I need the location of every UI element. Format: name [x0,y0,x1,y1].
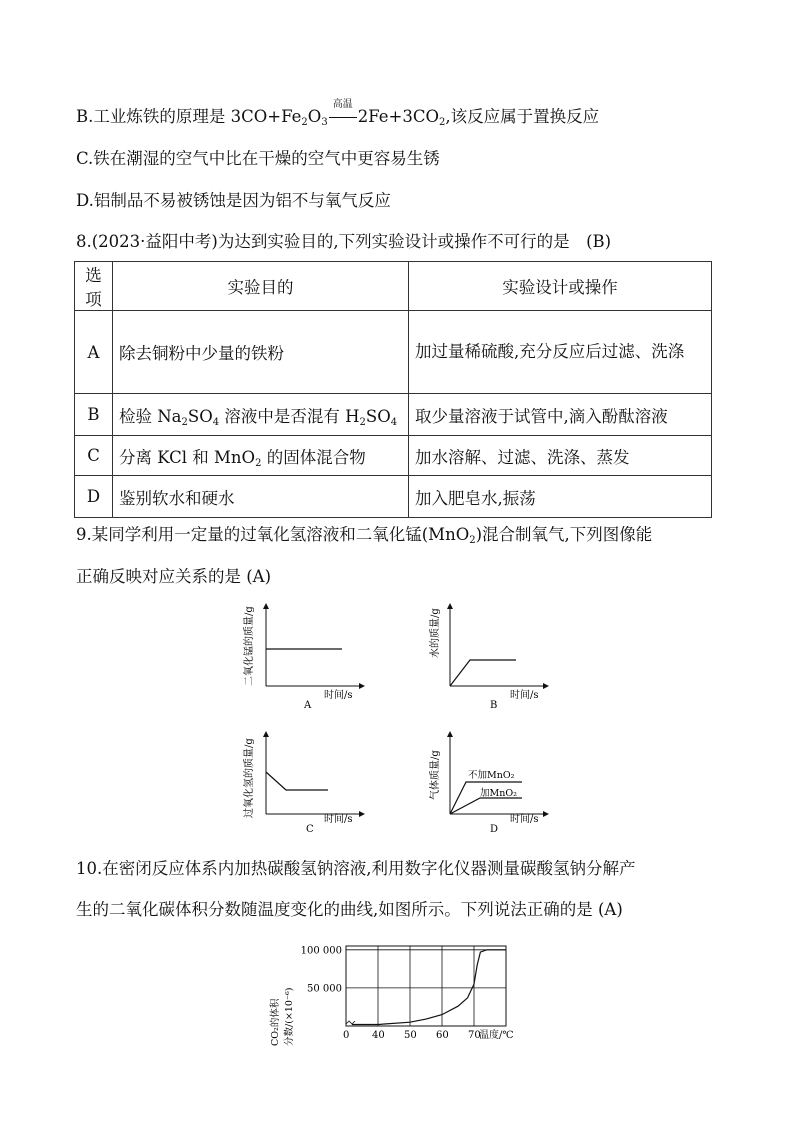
graph-d [424,726,554,842]
series-label: 不加MnO₂ [468,770,515,781]
graph-a [240,598,370,714]
x-axis-label: 温度/℃ [479,1030,514,1041]
graph-b [424,598,554,714]
op-cell: 加水溶解、过滤、洗涤、蒸发 [409,436,712,476]
question-9-line2: 正确反映对应关系的是 (A) [76,567,272,586]
ticks [301,945,481,1041]
goal-cell [113,436,409,476]
plot-frame [346,946,506,1026]
y-tick-label: 50 000 [307,983,342,995]
subscript: 4 [212,416,220,428]
x-tick-label: 50 [404,1030,417,1041]
goal-text: 分离 KCl 和 MnO [119,447,256,467]
condition-label: 高温 [332,99,353,110]
x-axis-label: 时间/s [510,814,539,825]
q9-text: 9.某同学利用一定量的过氧化氢溶液和二氧化锰(MnO [76,525,470,544]
subscript: 2 [301,117,308,128]
table-header-row [75,262,712,311]
goal-text: SO [187,406,213,426]
co2-chart [268,938,528,1050]
subscript: 3 [321,117,328,128]
y-axis-label: 二氧化锰的质量/g [244,606,255,686]
op-text: 加过量稀硫酸,充分反应后过滤、洗涤 [415,342,685,361]
q9-text: )混合制氧气,下列图像能 [475,525,653,544]
graph-line [266,772,328,790]
experiment-table [74,261,712,518]
table-row [75,394,712,436]
graph-caption: B [490,700,498,710]
y-axis-label: 气体质量/g [430,750,441,800]
subscript: 2 [469,535,476,546]
question-10-line1: 10.在密闭反应体系内加热碳酸氢钠溶液,利用数字化仪器测量碳酸氢钠分解产 [76,859,636,878]
graph-c [240,726,370,842]
option-b-text: O [307,107,322,126]
question-9-line1 [76,524,652,546]
subscript: 2 [359,416,366,428]
option-b-text: ,该反应属于置换反应 [445,107,600,126]
table-row [75,476,712,518]
goal-cell: 除去铜粉中少量的铁粉 [113,311,409,394]
op-cell [409,311,712,394]
x-axis-label: 时间/s [324,814,353,825]
y-axis-label: 过氧化氢的质量/g [244,738,255,818]
y-tick-label: 100 000 [300,945,342,957]
x-axis-label: 时间/s [510,690,539,701]
op-cell: 取少量溶液于试管中,滴入酚酞溶液 [409,394,712,436]
option-cell: B [75,394,113,436]
co2-curve [352,950,506,1025]
goal-text: 的固体混合物 [261,447,366,467]
subscript: 2 [438,117,446,128]
graph-line [450,660,516,686]
option-c: C.铁在潮湿的空气中比在干燥的空气中更容易生锈 [76,149,440,168]
goal-text: SO [365,406,391,426]
table-row [75,436,712,476]
x-tick-label: 70 [468,1030,481,1041]
subscript: 2 [255,457,262,469]
table-header: 实验设计或操作 [409,262,712,311]
grid [346,946,506,1026]
option-b-text: B.工业炼铁的原理是 3CO+Fe [76,107,302,126]
x-tick-label: 60 [436,1030,449,1041]
option-cell: D [75,476,113,518]
subscript: 4 [390,416,398,428]
table-header: 选项 [75,262,113,311]
goal-text: 溶液中是否混有 H [219,406,360,426]
option-b-text: 2Fe+3CO [357,107,439,126]
y-axis-label-line1: CO₂的体积 [270,998,281,1046]
option-cell: C [75,436,113,476]
question-10-line2: 生的二氧化碳体积分数随温度变化的曲线,如图所示。下列说法正确的是 (A) [76,900,623,919]
table-header: 实验目的 [113,262,409,311]
x-axis-label: 时间/s [324,690,353,701]
graph-caption: C [306,824,314,835]
graph-caption: A [304,700,312,710]
graph-caption: D [490,824,499,835]
series-label: 加MnO₂ [480,788,517,799]
x-tick-label: 0 [343,1030,350,1041]
option-b [76,99,600,128]
subscript: 2 [181,416,188,428]
table-row [75,311,712,394]
goal-cell [113,394,409,436]
goal-text: 检验 Na [119,406,182,426]
x-tick-label: 40 [372,1030,385,1041]
goal-cell: 鉴别软水和硬水 [113,476,409,518]
option-cell: A [75,311,113,394]
axis-break [346,1021,355,1024]
op-cell: 加入肥皂水,振荡 [409,476,712,518]
y-axis-label-line2: 分数/(×10⁻⁶) [284,987,295,1046]
y-axis-label: 水的质量/g [430,608,441,658]
series-line-mno2 [450,798,522,814]
question-8: 8.(2023·益阳中考)为达到实验目的,下列实验设计或操作不可行的是 (B) [76,232,612,251]
reaction-condition [328,99,358,128]
option-d: D.铝制品不易被锈蚀是因为铝不与氧气反应 [76,191,391,210]
